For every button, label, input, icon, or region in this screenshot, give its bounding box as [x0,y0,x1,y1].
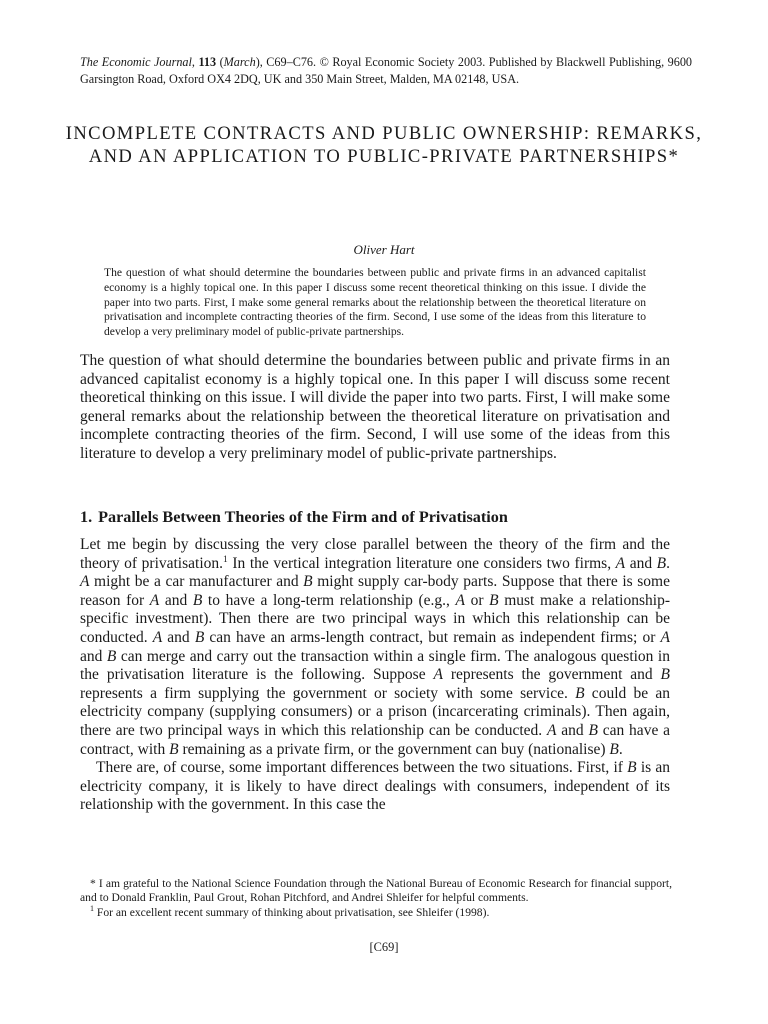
section-title: Parallels Between Theories of the Firm and of Privatisation [98,508,508,526]
footnotes [80,877,672,920]
footnote-1: $^1$ For an excellent recent summary of thinking about privatisation, see Shleifer (1998). [90,903,490,919]
section-body [80,536,670,815]
footnote-1-mark: 1 [90,903,94,913]
introduction [80,352,670,464]
abstract-text: The question of what should determine the boundaries between public and private firms in an advanced capitalist economy is a highly topical one. In this paper I discuss some recent theoretical thinking on this issue. I divide the paper into two parts. First, I make some general remarks about the relationship between the theoretical literature on privatisation and incomplete contracting theories of the firm. Second, I use some of the ideas from this literature to develop a very preliminary model of public-private partnerships. [104,266,646,339]
journal-issue: March [223,55,256,69]
page-number: [C69] [369,940,399,954]
section-number: 1. [80,508,93,526]
journal-volume: 113 [198,55,217,69]
abstract [104,266,646,340]
body-paragraph-1: Let me begin by discussing the very close parallel between the theory of the firm and the theory of privatisation.$^1$ In the vertical integration literature one considers two firms, A and B. A might be a car manufacturer and B might supply car-body parts. Suppose that there is some reason for A and B to have a long-term relationship (e.g., A or B must make a relationship-specific investment). Then there are two principal ways in which this relationship can be conducted. A and B can have an arms-length contract, but remain as independent firms; or A and B can merge and carry out the transaction within a single firm. The analogous question in the privatisation literature is the following. Suppose A represents the government and B represents a firm supplying the government or society with some service. B could be an electricity company (supplying consumers) or a prison (incarcerating criminals). Then again, there are two principal ways in which this relationship can be conducted. A and B can have a contract, with B remaining as a private firm, or the government can buy (nationalise) B. [80,536,671,758]
paper-title: INCOMPLETE CONTRACTS AND PUBLIC OWNERSHIP: REMARKS, AND AN APPLICATION TO PUBLIC-PRIVATE PARTNERSHIPS* [65,123,703,167]
footnote-acknowledgement: * I am grateful to the National Science Foundation through the National Bureau of Economic Research for financial support, and to Donald Franklin, Paul Grout, Rohan Pitchford, and Andrei Shleifer for helpful comments. [80,877,672,904]
journal-header: The Economic Journal, 113 (March), C69–C76. © Royal Economic Society 2003. Published by Blackwell Publishing, 9600 Garsington Road, Oxford OX4 2DQ, UK and 350 Main Street, Malden, MA 02148, USA. [80,55,693,86]
body-paragraph-2: There are, of course, some important differences between the two situations. First, if B is an electricity company, it is likely to have direct dealings with consumers, independent of its relationship with the government. In this case the [80,759,670,814]
author-name: Oliver Hart [353,242,415,257]
footnote-star-mark: * [90,877,96,890]
footnote-ref-1[interactable]: 1 [223,554,228,565]
section-heading [80,508,680,527]
journal-name: The Economic Journal [80,55,192,69]
intro-paragraph: The question of what should determine the boundaries between public and private firms in an advanced capitalist economy is a highly topical one. In this paper I will discuss some recent theoretical thinking on this issue. I will divide the paper into two parts. First, I will make some general remarks about the relationship between the theoretical literature on privatisation and incomplete contracting theories of the firm. Second, I will use some of the ideas from this literature to develop a very preliminary model of public-private partnerships. [80,352,670,462]
publication-info: C69–C76. © Royal Economic Society 2003. Published by Blackwell Publishing, 9600 Garsington Road, Oxford OX4 2DQ, UK and 350 Main Street, Malden, MA 02148, USA. [80,55,693,86]
